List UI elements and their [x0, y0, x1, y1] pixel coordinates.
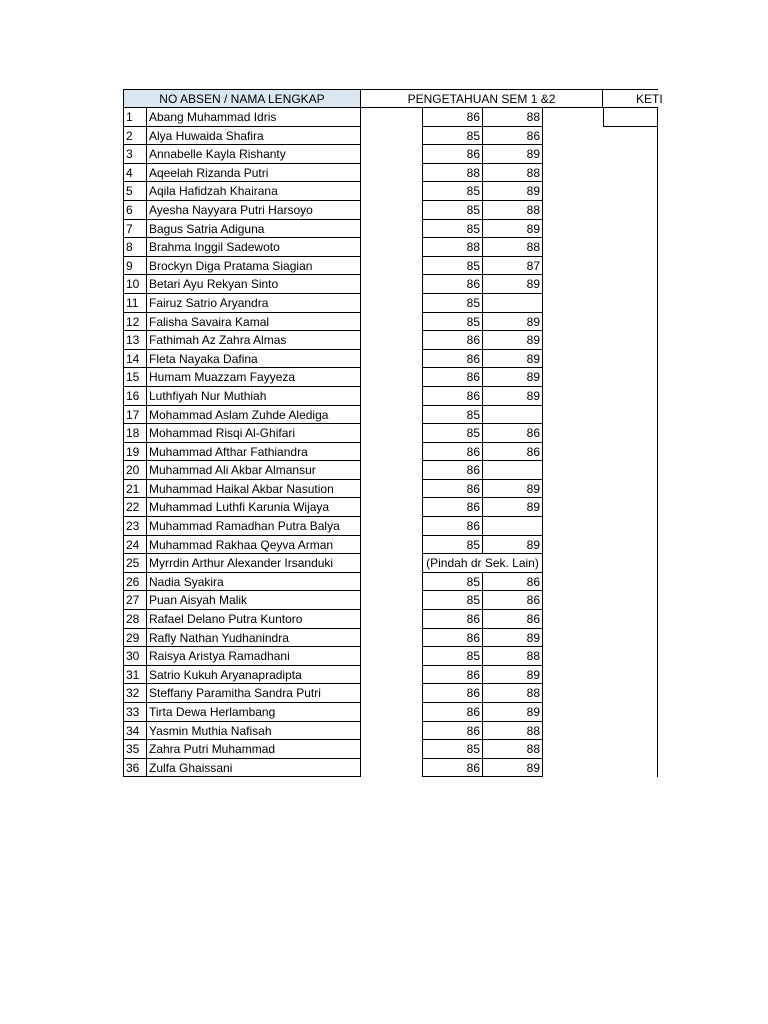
blank-cell[interactable] [361, 480, 423, 499]
semester-1-score-cell[interactable]: 86 [423, 461, 483, 480]
semester-2-score-cell[interactable]: 86 [483, 591, 543, 610]
table-row [123, 164, 658, 183]
keterampilan-border [657, 257, 658, 276]
semester-2-score-cell[interactable]: 88 [483, 108, 543, 127]
table-row [123, 740, 658, 759]
student-name-cell[interactable]: Falisha Savaira Kamal [146, 313, 361, 332]
student-name-cell[interactable]: Humam Muazzam Fayyeza [146, 368, 361, 387]
blank-cell[interactable] [361, 313, 423, 332]
semester-1-score-cell[interactable]: 86 [423, 443, 483, 462]
keterampilan-border [657, 517, 658, 536]
blank-cell[interactable] [361, 201, 423, 220]
grade-sheet [123, 89, 663, 777]
keterampilan-border [657, 443, 658, 462]
header-name-column[interactable]: NO ABSEN / NAMA LENGKAP [123, 89, 361, 108]
table-row [123, 629, 658, 648]
table-row [123, 238, 658, 257]
semester-2-score-cell[interactable]: 89 [483, 368, 543, 387]
blank-cell[interactable] [361, 573, 423, 592]
blank-cell[interactable] [361, 591, 423, 610]
student-number-cell[interactable]: 31 [123, 666, 146, 685]
blank-cell[interactable] [361, 127, 423, 146]
keterampilan-border [657, 722, 658, 741]
student-name-cell[interactable]: Zahra Putri Muhammad [146, 740, 361, 759]
student-number-cell[interactable]: 20 [123, 461, 146, 480]
student-name-cell[interactable]: Fathimah Az Zahra Almas [146, 331, 361, 350]
blank-cell[interactable] [361, 629, 423, 648]
blank-cell[interactable] [361, 331, 423, 350]
keterampilan-border [657, 406, 658, 425]
keterampilan-border [657, 275, 658, 294]
table-row [123, 666, 658, 685]
student-number-cell[interactable]: 4 [123, 164, 146, 183]
table-row [123, 591, 658, 610]
table-row [123, 406, 658, 425]
semester-1-score-cell[interactable]: 86 [423, 629, 483, 648]
keterampilan-border [657, 164, 658, 183]
semester-2-score-cell[interactable]: 88 [483, 238, 543, 257]
student-number-cell[interactable]: 13 [123, 331, 146, 350]
header-keterampilan-column[interactable]: KETI [603, 89, 658, 108]
semester-2-score-cell[interactable] [483, 461, 543, 480]
semester-1-score-cell[interactable]: 86 [423, 684, 483, 703]
semester-2-score-cell[interactable]: 89 [483, 182, 543, 201]
blank-cell[interactable] [361, 164, 423, 183]
table-row [123, 647, 658, 666]
keterampilan-border [657, 498, 658, 517]
table-row [123, 536, 658, 555]
semester-2-score-cell[interactable]: 86 [483, 443, 543, 462]
blank-cell[interactable] [361, 387, 423, 406]
student-number-cell[interactable]: 16 [123, 387, 146, 406]
table-row [123, 275, 658, 294]
blank-cell[interactable] [361, 647, 423, 666]
keterampilan-border [657, 313, 658, 332]
student-number-cell[interactable]: 2 [123, 127, 146, 146]
blank-cell[interactable] [361, 220, 423, 239]
semester-1-score-cell[interactable]: 86 [423, 331, 483, 350]
table-row [123, 331, 658, 350]
semester-2-score-cell[interactable]: 86 [483, 573, 543, 592]
table-row [123, 368, 658, 387]
table-row [123, 424, 658, 443]
student-name-cell[interactable]: Muhammad Rakhaa Qeyva Arman [146, 536, 361, 555]
student-number-cell[interactable]: 33 [123, 703, 146, 722]
student-number-cell[interactable]: 34 [123, 722, 146, 741]
keterampilan-border [657, 350, 658, 369]
blank-cell[interactable] [361, 498, 423, 517]
table-row [123, 220, 658, 239]
student-name-cell[interactable]: Luthfiyah Nur Muthiah [146, 387, 361, 406]
student-name-cell[interactable]: Puan Aisyah Malik [146, 591, 361, 610]
semester-2-score-cell[interactable]: 86 [483, 424, 543, 443]
student-name-cell[interactable]: Brahma Inggil Sadewoto [146, 238, 361, 257]
semester-2-score-cell[interactable]: 88 [483, 647, 543, 666]
blank-cell[interactable] [361, 275, 423, 294]
blank-cell[interactable] [361, 182, 423, 201]
student-number-cell[interactable]: 14 [123, 350, 146, 369]
semester-2-score-cell[interactable]: 89 [483, 480, 543, 499]
student-name-cell[interactable]: Alya Huwaida Shafira [146, 127, 361, 146]
table-row [123, 610, 658, 629]
student-number-cell[interactable]: 12 [123, 313, 146, 332]
blank-cell[interactable] [361, 350, 423, 369]
student-name-cell[interactable]: Aqeelah Rizanda Putri [146, 164, 361, 183]
student-number-cell[interactable]: 10 [123, 275, 146, 294]
semester-2-score-cell[interactable]: 89 [483, 387, 543, 406]
student-number-cell[interactable]: 29 [123, 629, 146, 648]
blank-cell[interactable] [361, 461, 423, 480]
student-number-cell[interactable]: 28 [123, 610, 146, 629]
student-number-cell[interactable]: 11 [123, 294, 146, 313]
table-row [123, 498, 658, 517]
semester-2-score-cell[interactable]: 89 [483, 350, 543, 369]
student-name-cell[interactable]: Muhammad Luthfi Karunia Wijaya [146, 498, 361, 517]
student-number-cell[interactable]: 32 [123, 684, 146, 703]
keterampilan-cell[interactable] [603, 108, 658, 127]
student-name-cell[interactable]: Myrrdin Arthur Alexander Irsanduki [146, 554, 361, 573]
header-pengetahuan-column[interactable]: PENGETAHUAN SEM 1 &2 [361, 89, 603, 108]
blank-cell[interactable] [361, 108, 423, 127]
student-name-cell[interactable]: Ayesha Nayyara Putri Harsoyo [146, 201, 361, 220]
blank-cell[interactable] [361, 536, 423, 555]
table-row [123, 480, 658, 499]
table-row [123, 313, 658, 332]
semester-2-score-cell[interactable]: 89 [483, 313, 543, 332]
blank-cell[interactable] [361, 684, 423, 703]
blank-cell[interactable] [361, 443, 423, 462]
header-row [123, 89, 663, 108]
blank-cell[interactable] [361, 703, 423, 722]
blank-cell[interactable] [361, 294, 423, 313]
keterampilan-border [657, 368, 658, 387]
keterampilan-border [657, 461, 658, 480]
student-number-cell[interactable]: 3 [123, 145, 146, 164]
semester-1-score-cell[interactable]: 86 [423, 387, 483, 406]
semester-1-score-cell[interactable]: 85 [423, 424, 483, 443]
semester-2-score-cell[interactable]: 89 [483, 220, 543, 239]
student-name-cell[interactable]: Muhammad Afthar Fathiandra [146, 443, 361, 462]
semester-2-score-cell[interactable]: 88 [483, 201, 543, 220]
semester-2-score-cell[interactable]: 89 [483, 759, 543, 778]
table-row [123, 703, 658, 722]
semester-2-score-cell[interactable]: 89 [483, 331, 543, 350]
semester-1-score-cell[interactable]: 86 [423, 517, 483, 536]
semester-1-score-cell[interactable]: 86 [423, 759, 483, 778]
student-name-cell[interactable]: Bagus Satria Adiguna [146, 220, 361, 239]
student-name-cell[interactable]: Muhammad Ramadhan Putra Balya [146, 517, 361, 536]
semester-2-score-cell[interactable]: 89 [483, 703, 543, 722]
semester-1-score-cell[interactable]: 88 [423, 238, 483, 257]
table-row [123, 759, 658, 778]
table-row [123, 182, 658, 201]
keterampilan-border [657, 591, 658, 610]
semester-2-score-cell[interactable]: 89 [483, 145, 543, 164]
table-row [123, 108, 658, 127]
keterampilan-border [657, 220, 658, 239]
keterampilan-border [657, 740, 658, 759]
semester-1-score-cell[interactable]: 86 [423, 666, 483, 685]
semester-2-score-cell[interactable] [483, 294, 543, 313]
blank-cell[interactable] [361, 610, 423, 629]
student-number-cell[interactable]: 25 [123, 554, 146, 573]
student-name-cell[interactable]: Fairuz Satrio Aryandra [146, 294, 361, 313]
student-number-cell[interactable]: 21 [123, 480, 146, 499]
semester-2-score-cell[interactable]: 88 [483, 164, 543, 183]
semester-1-score-cell[interactable]: 85 [423, 294, 483, 313]
semester-1-score-cell[interactable]: 85 [423, 220, 483, 239]
semester-1-score-cell[interactable]: 85 [423, 182, 483, 201]
semester-2-score-cell[interactable]: 89 [483, 498, 543, 517]
keterampilan-border [657, 480, 658, 499]
semester-1-score-cell[interactable]: 86 [423, 722, 483, 741]
semester-1-score-cell[interactable]: 86 [423, 498, 483, 517]
semester-2-score-cell[interactable] [483, 517, 543, 536]
keterampilan-border [657, 424, 658, 443]
student-name-cell[interactable]: Annabelle Kayla Rishanty [146, 145, 361, 164]
semester-2-score-cell[interactable]: 89 [483, 666, 543, 685]
keterampilan-border [657, 127, 658, 146]
keterampilan-border [657, 554, 658, 573]
blank-cell[interactable] [361, 666, 423, 685]
keterampilan-border [657, 703, 658, 722]
blank-cell[interactable] [361, 554, 423, 573]
keterampilan-border [657, 294, 658, 313]
semester-1-score-cell[interactable]: 85 [423, 257, 483, 276]
semester-2-score-cell[interactable]: 88 [483, 722, 543, 741]
keterampilan-border [657, 201, 658, 220]
semester-1-score-cell[interactable]: 85 [423, 201, 483, 220]
semester-1-score-cell[interactable]: 86 [423, 610, 483, 629]
transfer-note-cell[interactable]: (Pindah dr Sek. Lain) [423, 554, 543, 573]
blank-cell[interactable] [361, 368, 423, 387]
student-number-cell[interactable]: 30 [123, 647, 146, 666]
student-name-cell[interactable]: Abang Muhammad Idris [146, 108, 361, 127]
student-name-cell[interactable]: Raisya Aristya Ramadhani [146, 647, 361, 666]
semester-1-score-cell[interactable]: 86 [423, 368, 483, 387]
keterampilan-border [657, 610, 658, 629]
semester-1-score-cell[interactable]: 85 [423, 740, 483, 759]
semester-1-score-cell[interactable]: 85 [423, 406, 483, 425]
semester-2-score-cell[interactable]: 89 [483, 629, 543, 648]
student-number-cell[interactable]: 15 [123, 368, 146, 387]
student-number-cell[interactable]: 8 [123, 238, 146, 257]
student-number-cell[interactable]: 36 [123, 759, 146, 778]
semester-2-score-cell[interactable]: 88 [483, 684, 543, 703]
student-number-cell[interactable]: 6 [123, 201, 146, 220]
semester-2-score-cell[interactable] [483, 406, 543, 425]
student-number-cell[interactable]: 35 [123, 740, 146, 759]
keterampilan-border [657, 536, 658, 555]
semester-2-score-cell[interactable]: 89 [483, 536, 543, 555]
student-rows [123, 108, 658, 777]
student-number-cell[interactable]: 1 [123, 108, 146, 127]
semester-2-score-cell[interactable]: 88 [483, 740, 543, 759]
semester-1-score-cell[interactable]: 85 [423, 591, 483, 610]
student-number-cell[interactable]: 24 [123, 536, 146, 555]
blank-cell[interactable] [361, 238, 423, 257]
keterampilan-border [657, 573, 658, 592]
keterampilan-border [657, 666, 658, 685]
table-row [123, 145, 658, 164]
student-name-cell[interactable]: Fleta Nayaka Dafina [146, 350, 361, 369]
semester-2-score-cell[interactable]: 87 [483, 257, 543, 276]
student-number-cell[interactable]: 23 [123, 517, 146, 536]
blank-cell[interactable] [361, 722, 423, 741]
keterampilan-border [657, 331, 658, 350]
student-name-cell[interactable]: Satrio Kukuh Aryanapradipta [146, 666, 361, 685]
keterampilan-border [657, 387, 658, 406]
student-name-cell[interactable]: Zulfa Ghaissani [146, 759, 361, 778]
blank-cell[interactable] [361, 740, 423, 759]
keterampilan-border [657, 145, 658, 164]
student-number-cell[interactable]: 17 [123, 406, 146, 425]
student-number-cell[interactable]: 7 [123, 220, 146, 239]
semester-1-score-cell[interactable]: 85 [423, 313, 483, 332]
semester-1-score-cell[interactable]: 86 [423, 275, 483, 294]
table-row [123, 350, 658, 369]
student-name-cell[interactable]: Rafael Delano Putra Kuntoro [146, 610, 361, 629]
student-number-cell[interactable]: 27 [123, 591, 146, 610]
table-row [123, 257, 658, 276]
table-row [123, 443, 658, 462]
semester-2-score-cell[interactable]: 86 [483, 127, 543, 146]
blank-cell[interactable] [361, 517, 423, 536]
semester-2-score-cell[interactable]: 89 [483, 275, 543, 294]
student-name-cell[interactable]: Mohammad Risqi Al-Ghifari [146, 424, 361, 443]
student-name-cell[interactable]: Steffany Paramitha Sandra Putri [146, 684, 361, 703]
student-name-cell[interactable]: Muhammad Haikal Akbar Nasution [146, 480, 361, 499]
student-number-cell[interactable]: 26 [123, 573, 146, 592]
semester-2-score-cell[interactable]: 86 [483, 610, 543, 629]
student-number-cell[interactable]: 19 [123, 443, 146, 462]
semester-1-score-cell[interactable]: 86 [423, 703, 483, 722]
keterampilan-border [657, 759, 658, 778]
keterampilan-border [657, 182, 658, 201]
table-row [123, 554, 658, 573]
student-number-cell[interactable]: 9 [123, 257, 146, 276]
blank-cell[interactable] [361, 759, 423, 778]
keterampilan-border [657, 647, 658, 666]
student-name-cell[interactable]: Muhammad Ali Akbar Almansur [146, 461, 361, 480]
student-name-cell[interactable]: Rafly Nathan Yudhanindra [146, 629, 361, 648]
semester-1-score-cell[interactable]: 86 [423, 145, 483, 164]
blank-cell[interactable] [361, 257, 423, 276]
semester-1-score-cell[interactable]: 86 [423, 108, 483, 127]
student-number-cell[interactable]: 18 [123, 424, 146, 443]
student-name-cell[interactable]: Tirta Dewa Herlambang [146, 703, 361, 722]
semester-1-score-cell[interactable]: 85 [423, 647, 483, 666]
student-name-cell[interactable]: Mohammad Aslam Zuhde Alediga [146, 406, 361, 425]
table-row [123, 127, 658, 146]
keterampilan-border [657, 238, 658, 257]
keterampilan-border [657, 629, 658, 648]
table-row [123, 461, 658, 480]
blank-cell[interactable] [361, 424, 423, 443]
student-name-cell[interactable]: Aqila Hafidzah Khairana [146, 182, 361, 201]
blank-cell[interactable] [361, 406, 423, 425]
student-name-cell[interactable]: Yasmin Muthia Nafisah [146, 722, 361, 741]
semester-1-score-cell[interactable]: 86 [423, 480, 483, 499]
semester-1-score-cell[interactable]: 85 [423, 536, 483, 555]
blank-cell[interactable] [361, 145, 423, 164]
table-row [123, 294, 658, 313]
semester-1-score-cell[interactable]: 85 [423, 573, 483, 592]
table-row [123, 684, 658, 703]
table-row [123, 722, 658, 741]
semester-1-score-cell[interactable]: 86 [423, 350, 483, 369]
table-row [123, 517, 658, 536]
student-name-cell[interactable]: Betari Ayu Rekyan Sinto [146, 275, 361, 294]
table-row [123, 201, 658, 220]
student-name-cell[interactable]: Nadia Syakira [146, 573, 361, 592]
semester-1-score-cell[interactable]: 88 [423, 164, 483, 183]
table-row [123, 573, 658, 592]
table-row [123, 387, 658, 406]
student-number-cell[interactable]: 22 [123, 498, 146, 517]
student-name-cell[interactable]: Brockyn Diga Pratama Siagian [146, 257, 361, 276]
student-number-cell[interactable]: 5 [123, 182, 146, 201]
keterampilan-border [657, 684, 658, 703]
semester-1-score-cell[interactable]: 85 [423, 127, 483, 146]
